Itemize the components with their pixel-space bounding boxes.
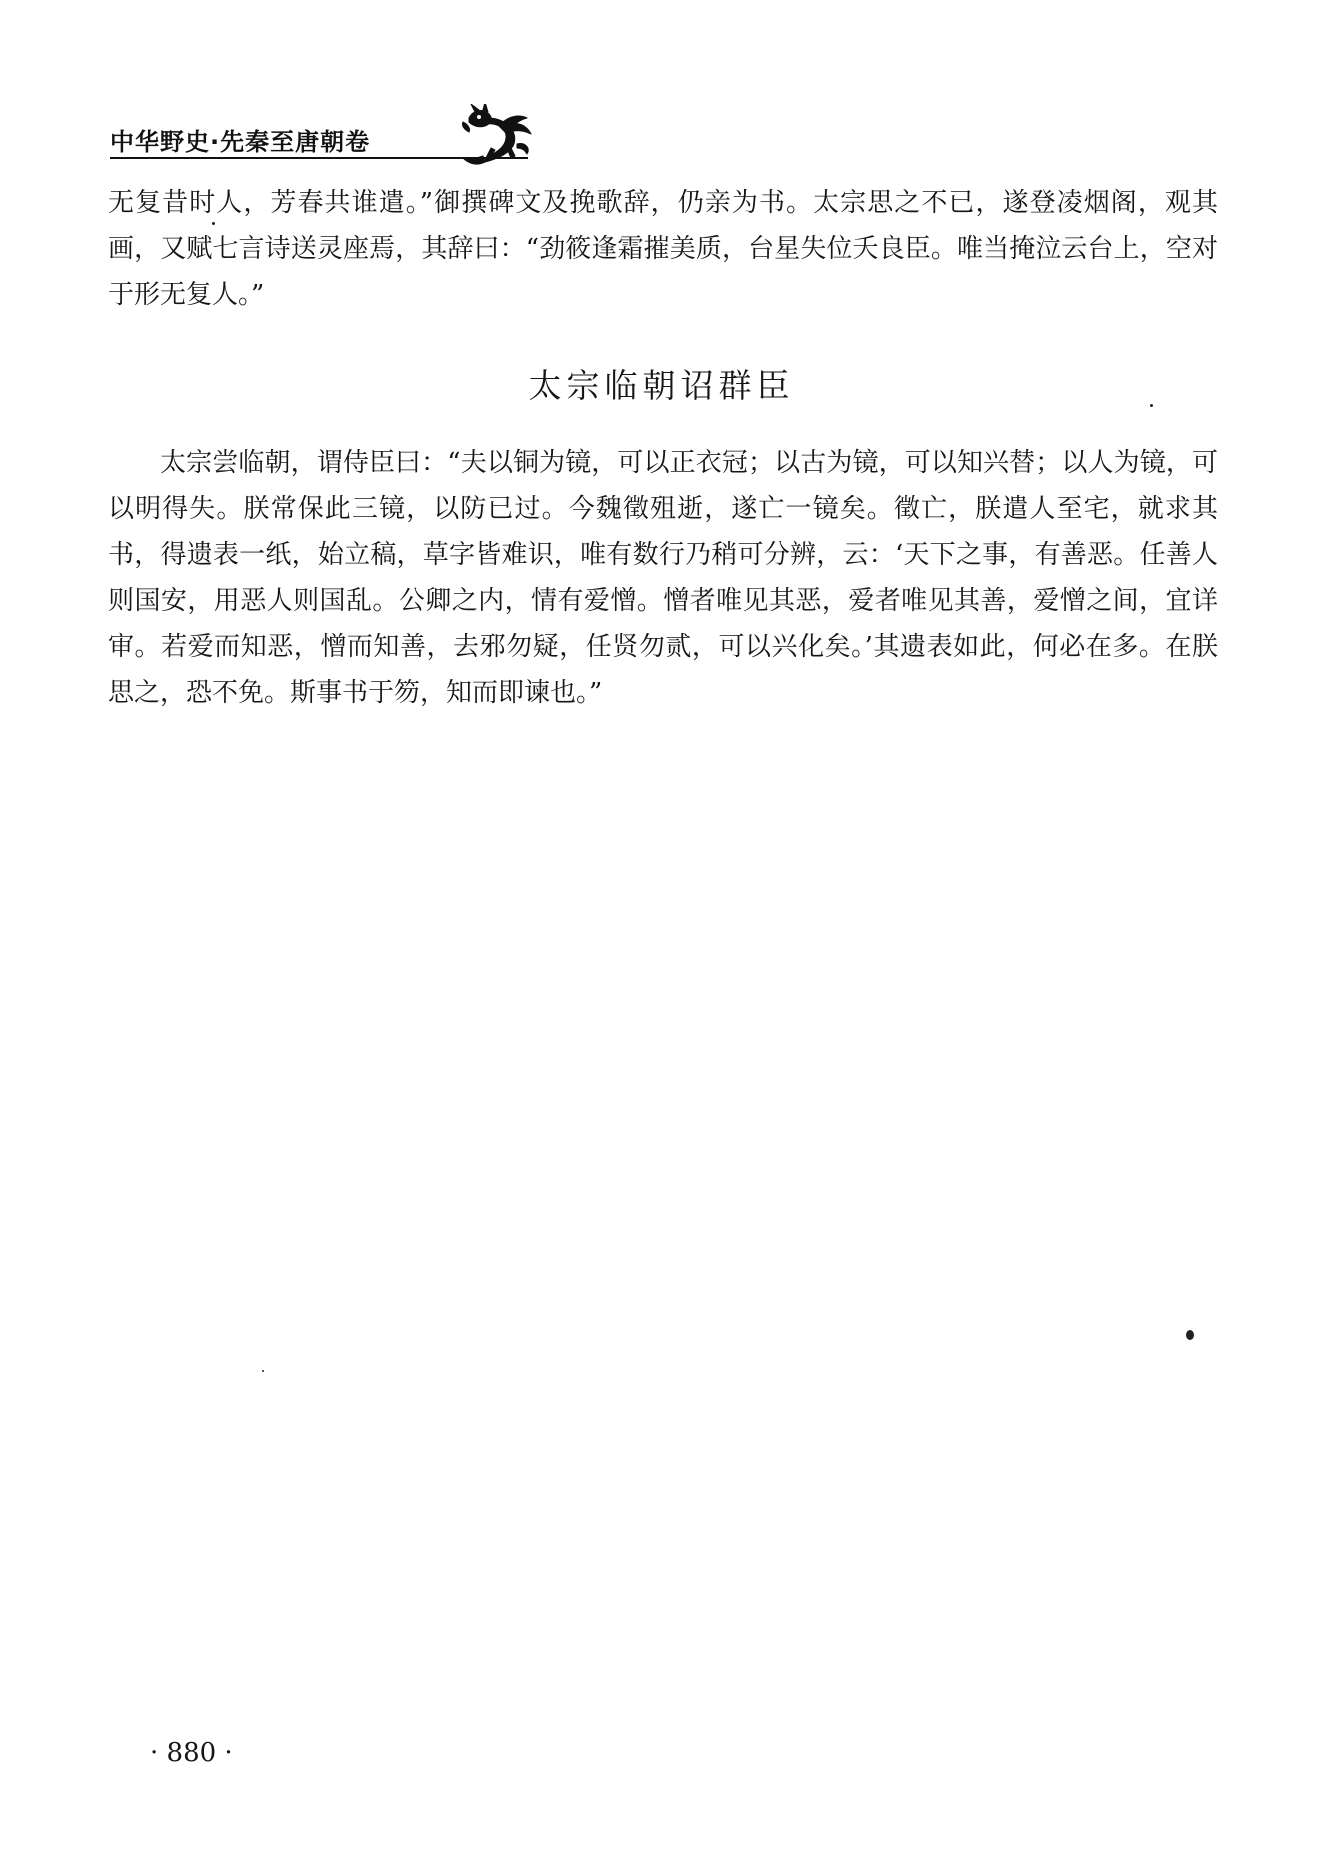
scan-speck bbox=[212, 222, 215, 225]
page-number: · 880 · bbox=[150, 1738, 233, 1768]
continued-paragraph: 无复昔时人，芳春共谁遣。”御撰碑文及挽歌辞，仍亲为书。太宗思之不已，遂登凌烟阁，观其画，又赋七言诗送灵座焉，其辞曰：“劲筱逢霜摧美质，台星失位夭良臣。唯当掩泣云台上，空对于形无复人。” bbox=[108, 188, 1218, 310]
running-header bbox=[110, 112, 530, 162]
header-rule bbox=[110, 157, 528, 159]
scan-speck bbox=[1186, 1330, 1194, 1340]
running-title: 中华野史·先秦至唐朝卷 bbox=[110, 128, 371, 156]
scan-speck bbox=[1150, 404, 1153, 407]
dragon-icon bbox=[455, 104, 535, 170]
section-heading: 太宗临朝诏群臣 bbox=[528, 366, 795, 405]
scan-speck bbox=[262, 1370, 264, 1372]
section-paragraph: 太宗尝临朝，谓侍臣曰：“夫以铜为镜，可以正衣冠；以古为镜，可以知兴替；以人为镜，可以明得失。朕常保此三镜，以防已过。今魏徵殂逝，遂亡一镜矣。徵亡，朕遣人至宅，就求其书，得遗表一纸，始立稿，草字皆难识，唯有数行乃稍可分辨，云：‘天下之事，有善恶。任善人则国安，用恶人则国乱。公卿之内，情有爱憎。憎者唯见其恶，爱者唯见其善，爱憎之间，宜详审。若爱而知恶，憎而知善，去邪勿疑，任贤勿贰，可以兴化矣。’其遗表如此，何必在多。在朕思之，恐不免。斯事书于笏，知而即谏也。” bbox=[108, 448, 1218, 708]
